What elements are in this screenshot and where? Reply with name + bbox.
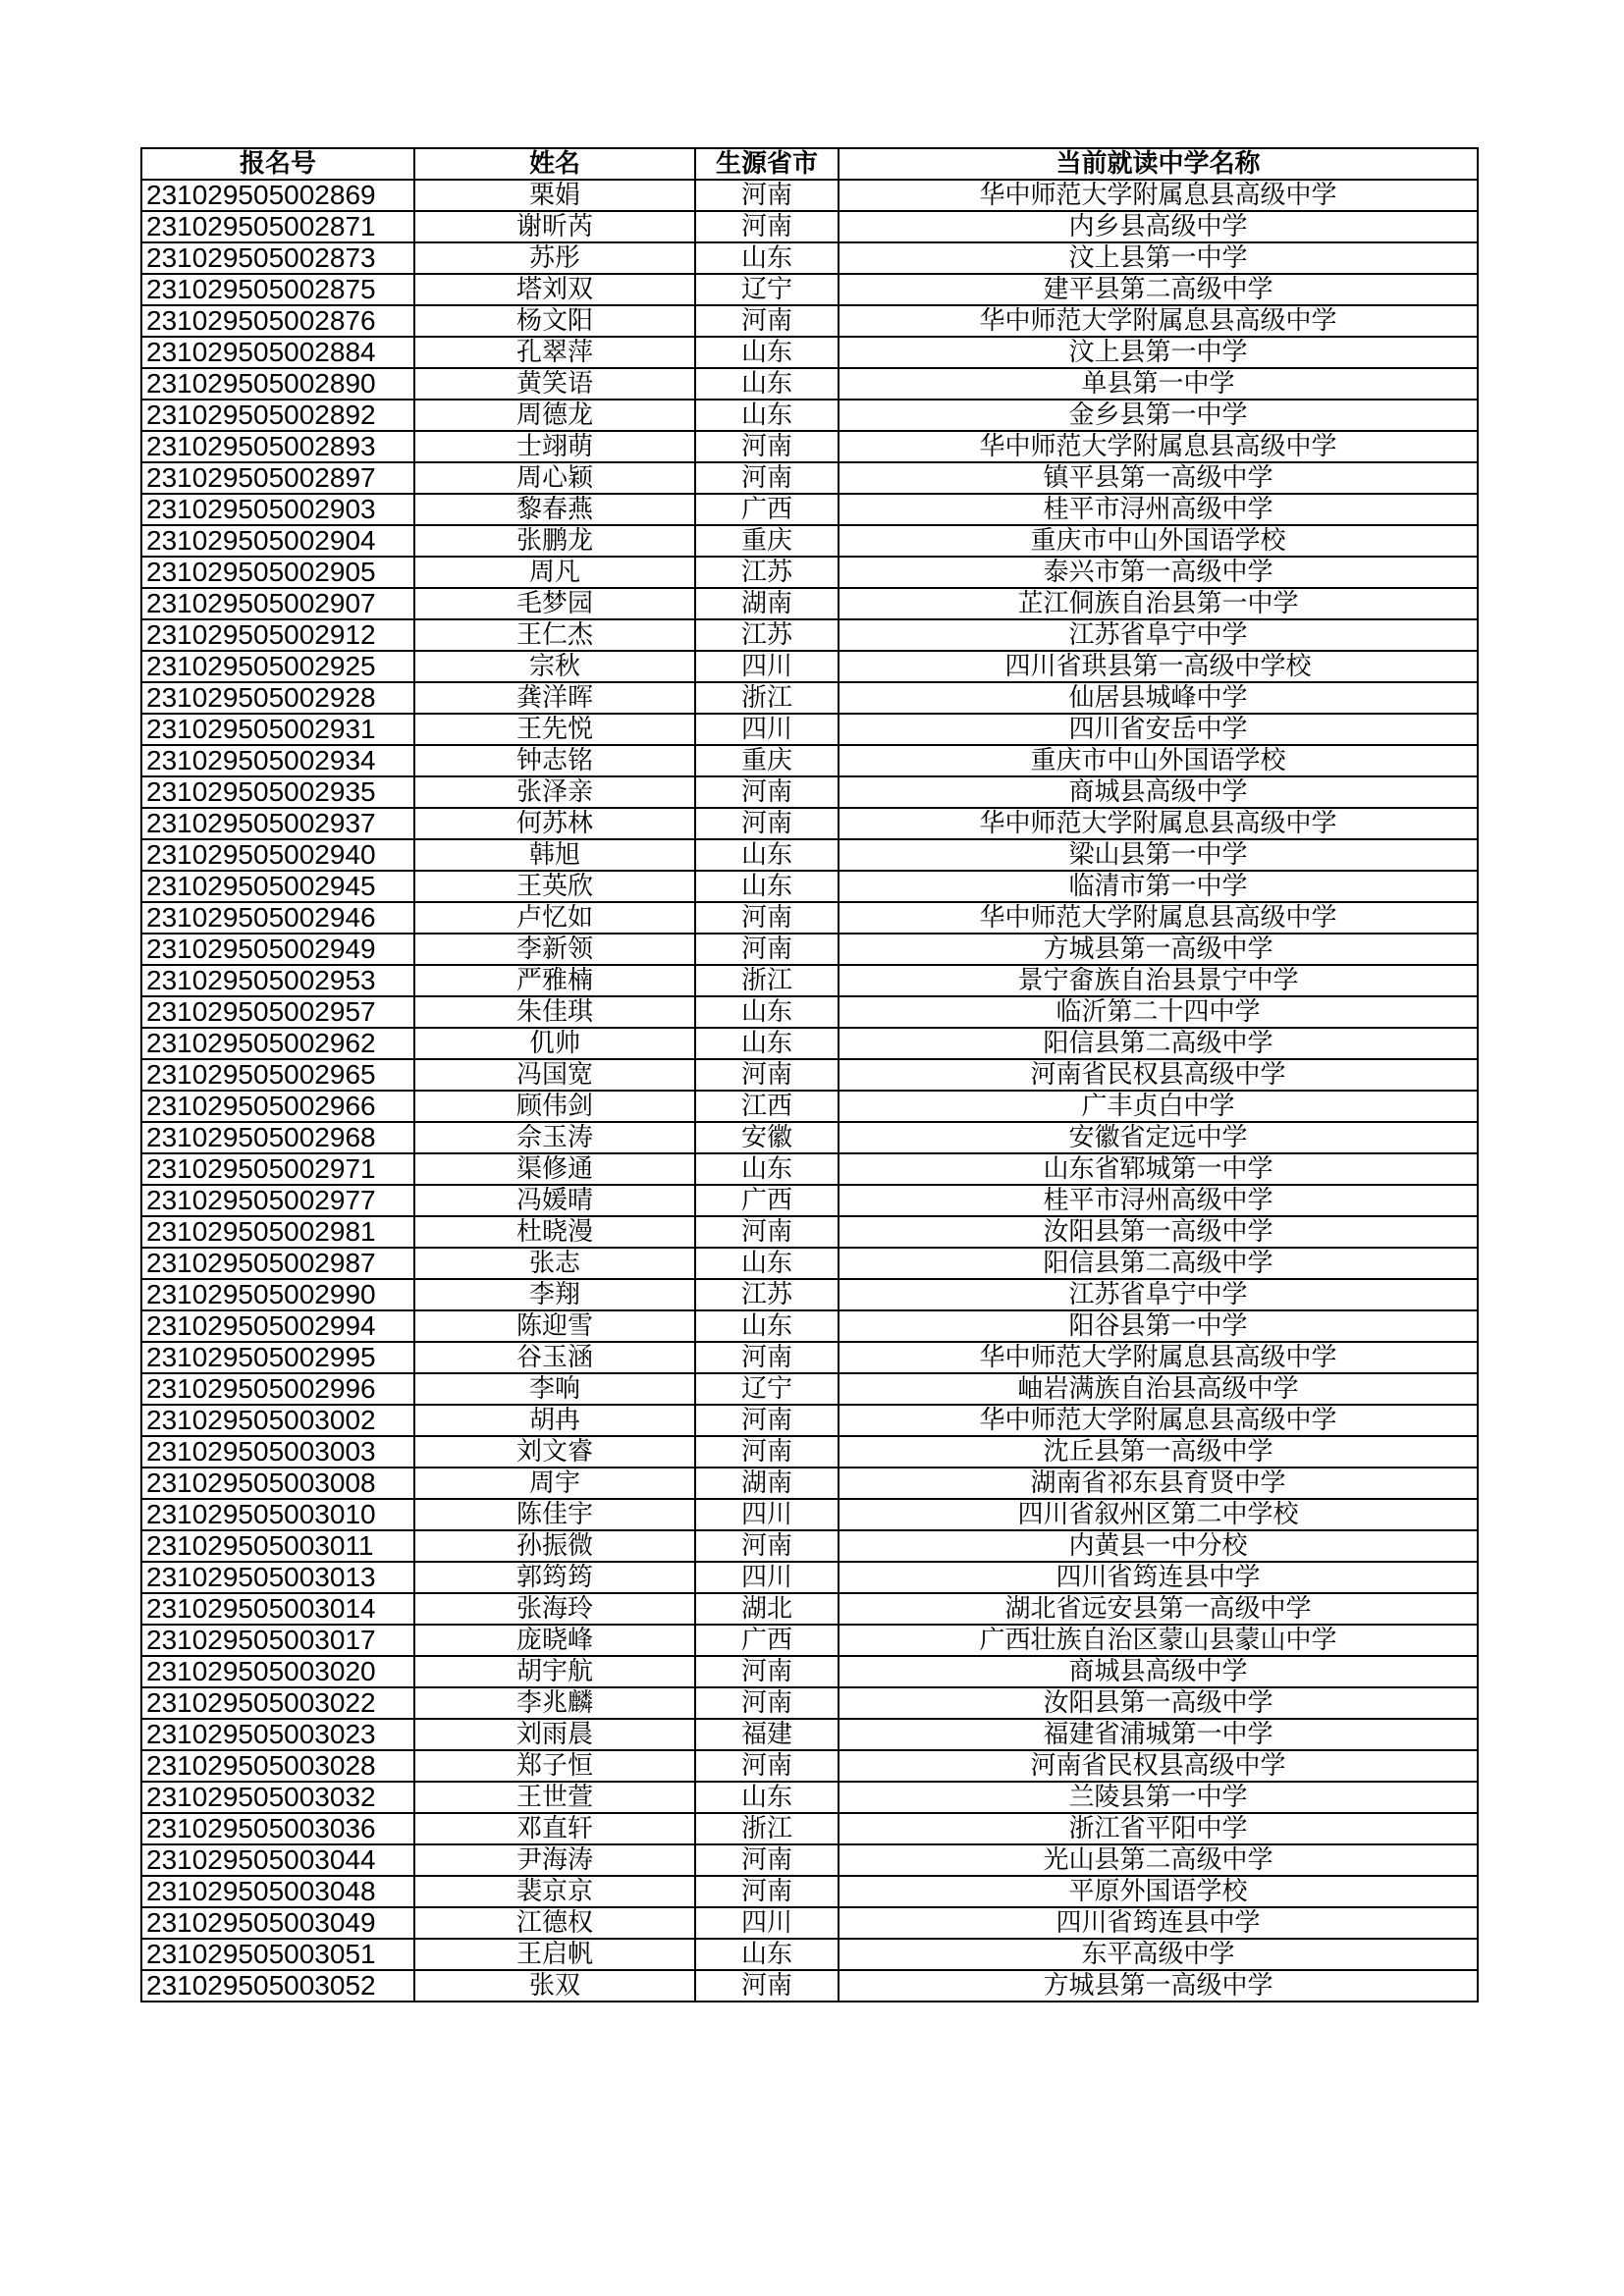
province-cell: 山东 (695, 1939, 839, 1970)
name-cell: 李翔 (414, 1279, 695, 1310)
name-cell: 张泽亲 (414, 776, 695, 808)
school-cell: 内黄县一中分校 (839, 1530, 1478, 1562)
registration-number-cell: 231029505003052 (141, 1970, 414, 2002)
province-cell: 浙江 (695, 682, 839, 714)
registration-number-cell: 231029505002987 (141, 1248, 414, 1279)
table-row (141, 1342, 1478, 1373)
name-cell: 张志 (414, 1248, 695, 1279)
school-cell: 临清市第一中学 (839, 871, 1478, 902)
province-cell: 山东 (695, 1028, 839, 1059)
table-row (141, 1405, 1478, 1436)
name-cell: 郭筠筠 (414, 1562, 695, 1593)
table-row (141, 808, 1478, 839)
school-cell: 华中师范大学附属息县高级中学 (839, 180, 1478, 211)
province-cell: 河南 (695, 1687, 839, 1719)
name-cell: 何苏林 (414, 808, 695, 839)
registration-number-cell: 231029505002990 (141, 1279, 414, 1310)
school-cell: 华中师范大学附属息县高级中学 (839, 1342, 1478, 1373)
name-cell: 王世萱 (414, 1782, 695, 1813)
school-cell: 岫岩满族自治县高级中学 (839, 1373, 1478, 1405)
school-cell: 金乡县第一中学 (839, 400, 1478, 431)
name-cell: 毛梦园 (414, 588, 695, 619)
header-registration-number: 报名号 (141, 148, 414, 180)
name-cell: 邓直轩 (414, 1813, 695, 1844)
table-row (141, 1153, 1478, 1185)
name-cell: 杨文阳 (414, 305, 695, 337)
name-cell: 江德权 (414, 1907, 695, 1939)
school-cell: 江苏省阜宁中学 (839, 1279, 1478, 1310)
province-cell: 河南 (695, 1342, 839, 1373)
school-cell: 光山县第二高级中学 (839, 1844, 1478, 1876)
registration-number-cell: 231029505002977 (141, 1185, 414, 1216)
province-cell: 四川 (695, 714, 839, 745)
registration-number-cell: 231029505002934 (141, 745, 414, 776)
province-cell: 重庆 (695, 525, 839, 557)
registration-number-cell: 231029505002912 (141, 619, 414, 651)
school-cell: 汶上县第一中学 (839, 337, 1478, 368)
table-row (141, 745, 1478, 776)
school-cell: 阳信县第二高级中学 (839, 1248, 1478, 1279)
header-name: 姓名 (414, 148, 695, 180)
province-cell: 辽宁 (695, 274, 839, 305)
table-row (141, 1248, 1478, 1279)
school-cell: 汝阳县第一高级中学 (839, 1216, 1478, 1248)
name-cell: 顾伟剑 (414, 1091, 695, 1122)
province-cell: 山东 (695, 996, 839, 1028)
province-cell: 河南 (695, 902, 839, 934)
table-row (141, 431, 1478, 462)
registration-number-cell: 231029505003023 (141, 1719, 414, 1750)
province-cell: 河南 (695, 808, 839, 839)
table-row (141, 1687, 1478, 1719)
province-cell: 山东 (695, 871, 839, 902)
table-row (141, 1844, 1478, 1876)
name-cell: 佘玉涛 (414, 1122, 695, 1153)
name-cell: 栗娟 (414, 180, 695, 211)
province-cell: 河南 (695, 1876, 839, 1907)
table-row (141, 400, 1478, 431)
name-cell: 孔翠萍 (414, 337, 695, 368)
name-cell: 钟志铭 (414, 745, 695, 776)
school-cell: 镇平县第一高级中学 (839, 462, 1478, 494)
province-cell: 辽宁 (695, 1373, 839, 1405)
name-cell: 苏彤 (414, 242, 695, 274)
registration-number-cell: 231029505003032 (141, 1782, 414, 1813)
province-cell: 山东 (695, 1248, 839, 1279)
table-row (141, 1059, 1478, 1091)
school-cell: 桂平市浔州高级中学 (839, 1185, 1478, 1216)
province-cell: 广西 (695, 1185, 839, 1216)
registration-number-cell: 231029505002871 (141, 211, 414, 242)
school-cell: 桂平市浔州高级中学 (839, 494, 1478, 525)
table-row (141, 1656, 1478, 1687)
province-cell: 河南 (695, 1436, 839, 1468)
school-cell: 安徽省定远中学 (839, 1122, 1478, 1153)
table-row (141, 965, 1478, 996)
name-cell: 仉帅 (414, 1028, 695, 1059)
table-row (141, 651, 1478, 682)
school-cell: 江苏省阜宁中学 (839, 619, 1478, 651)
table-row (141, 1530, 1478, 1562)
registration-number-cell: 231029505002962 (141, 1028, 414, 1059)
school-cell: 湖北省远安县第一高级中学 (839, 1593, 1478, 1625)
school-cell: 建平县第二高级中学 (839, 274, 1478, 305)
school-cell: 华中师范大学附属息县高级中学 (839, 808, 1478, 839)
province-cell: 山东 (695, 400, 839, 431)
province-cell: 四川 (695, 1562, 839, 1593)
registration-number-cell: 231029505003002 (141, 1405, 414, 1436)
school-cell: 景宁畲族自治县景宁中学 (839, 965, 1478, 996)
name-cell: 塔刘双 (414, 274, 695, 305)
school-cell: 东平高级中学 (839, 1939, 1478, 1970)
name-cell: 李响 (414, 1373, 695, 1405)
table-row (141, 1436, 1478, 1468)
school-cell: 四川省叙州区第二中学校 (839, 1499, 1478, 1530)
table-row (141, 211, 1478, 242)
table-row (141, 934, 1478, 965)
school-cell: 河南省民权县高级中学 (839, 1750, 1478, 1782)
registration-number-cell: 231029505002892 (141, 400, 414, 431)
registration-number-cell: 231029505002884 (141, 337, 414, 368)
table-row (141, 1939, 1478, 1970)
name-cell: 张双 (414, 1970, 695, 2002)
name-cell: 士翊萌 (414, 431, 695, 462)
province-cell: 福建 (695, 1719, 839, 1750)
province-cell: 山东 (695, 337, 839, 368)
table-row (141, 494, 1478, 525)
name-cell: 周德龙 (414, 400, 695, 431)
name-cell: 严雅楠 (414, 965, 695, 996)
registration-number-cell: 231029505002907 (141, 588, 414, 619)
province-cell: 江苏 (695, 619, 839, 651)
province-cell: 河南 (695, 1216, 839, 1248)
name-cell: 李新领 (414, 934, 695, 965)
registration-number-cell: 231029505002925 (141, 651, 414, 682)
registration-number-cell: 231029505003044 (141, 1844, 414, 1876)
registration-number-cell: 231029505002897 (141, 462, 414, 494)
province-cell: 江西 (695, 1091, 839, 1122)
school-cell: 阳谷县第一中学 (839, 1310, 1478, 1342)
registration-number-cell: 231029505002966 (141, 1091, 414, 1122)
registration-number-cell: 231029505002890 (141, 368, 414, 400)
province-cell: 河南 (695, 431, 839, 462)
province-cell: 河南 (695, 1405, 839, 1436)
registration-number-cell: 231029505002905 (141, 557, 414, 588)
name-cell: 胡冉 (414, 1405, 695, 1436)
table-row (141, 1122, 1478, 1153)
school-cell: 泰兴市第一高级中学 (839, 557, 1478, 588)
table-row (141, 1028, 1478, 1059)
registration-number-cell: 231029505002981 (141, 1216, 414, 1248)
registration-number-cell: 231029505003048 (141, 1876, 414, 1907)
school-cell: 仙居县城峰中学 (839, 682, 1478, 714)
registration-number-cell: 231029505003051 (141, 1939, 414, 1970)
school-cell: 内乡县高级中学 (839, 211, 1478, 242)
province-cell: 湖北 (695, 1593, 839, 1625)
header-school: 当前就读中学名称 (839, 148, 1478, 180)
name-cell: 周凡 (414, 557, 695, 588)
province-cell: 河南 (695, 1530, 839, 1562)
table-row (141, 1625, 1478, 1656)
header-row (141, 148, 1478, 180)
name-cell: 龚洋晖 (414, 682, 695, 714)
province-cell: 安徽 (695, 1122, 839, 1153)
registration-number-cell: 231029505002903 (141, 494, 414, 525)
province-cell: 河南 (695, 305, 839, 337)
registration-number-cell: 231029505002873 (141, 242, 414, 274)
registration-number-cell: 231029505002869 (141, 180, 414, 211)
school-cell: 单县第一中学 (839, 368, 1478, 400)
school-cell: 山东省郓城第一中学 (839, 1153, 1478, 1185)
name-cell: 朱佳琪 (414, 996, 695, 1028)
name-cell: 黄笑语 (414, 368, 695, 400)
table-row (141, 996, 1478, 1028)
province-cell: 河南 (695, 1844, 839, 1876)
school-cell: 阳信县第二高级中学 (839, 1028, 1478, 1059)
registration-number-cell: 231029505003013 (141, 1562, 414, 1593)
province-cell: 浙江 (695, 1813, 839, 1844)
table-body (141, 180, 1478, 2002)
school-cell: 临沂第二十四中学 (839, 996, 1478, 1028)
name-cell: 卢忆如 (414, 902, 695, 934)
school-cell: 方城县第一高级中学 (839, 934, 1478, 965)
school-cell: 华中师范大学附属息县高级中学 (839, 902, 1478, 934)
table-row (141, 871, 1478, 902)
table-row (141, 1719, 1478, 1750)
table-row (141, 1310, 1478, 1342)
table-row (141, 714, 1478, 745)
table-row (141, 1813, 1478, 1844)
school-cell: 重庆市中山外国语学校 (839, 525, 1478, 557)
registration-number-cell: 231029505003049 (141, 1907, 414, 1939)
table-row (141, 305, 1478, 337)
name-cell: 谢昕芮 (414, 211, 695, 242)
school-cell: 华中师范大学附属息县高级中学 (839, 431, 1478, 462)
name-cell: 王英欣 (414, 871, 695, 902)
school-cell: 四川省筠连县中学 (839, 1907, 1478, 1939)
province-cell: 山东 (695, 839, 839, 871)
province-cell: 江苏 (695, 557, 839, 588)
table-row (141, 776, 1478, 808)
school-cell: 浙江省平阳中学 (839, 1813, 1478, 1844)
table-row (141, 1593, 1478, 1625)
name-cell: 王仁杰 (414, 619, 695, 651)
province-cell: 山东 (695, 1153, 839, 1185)
table-row (141, 1279, 1478, 1310)
student-list-table (140, 147, 1479, 2002)
table-row (141, 682, 1478, 714)
registration-number-cell: 231029505002937 (141, 808, 414, 839)
name-cell: 郑子恒 (414, 1750, 695, 1782)
province-cell: 河南 (695, 1970, 839, 2002)
name-cell: 韩旭 (414, 839, 695, 871)
table-row (141, 1373, 1478, 1405)
table-row (141, 242, 1478, 274)
table-row (141, 1750, 1478, 1782)
table-row (141, 1970, 1478, 2002)
table-row (141, 1468, 1478, 1499)
registration-number-cell: 231029505002931 (141, 714, 414, 745)
table-row (141, 337, 1478, 368)
province-cell: 江苏 (695, 1279, 839, 1310)
name-cell: 裴京京 (414, 1876, 695, 1907)
table-row (141, 619, 1478, 651)
name-cell: 冯国宽 (414, 1059, 695, 1091)
table-row (141, 525, 1478, 557)
registration-number-cell: 231029505003010 (141, 1499, 414, 1530)
province-cell: 浙江 (695, 965, 839, 996)
name-cell: 尹海涛 (414, 1844, 695, 1876)
school-cell: 重庆市中山外国语学校 (839, 745, 1478, 776)
registration-number-cell: 231029505002957 (141, 996, 414, 1028)
province-cell: 河南 (695, 462, 839, 494)
name-cell: 胡宇航 (414, 1656, 695, 1687)
registration-number-cell: 231029505003014 (141, 1593, 414, 1625)
registration-number-cell: 231029505002953 (141, 965, 414, 996)
name-cell: 谷玉涵 (414, 1342, 695, 1373)
school-cell: 湖南省祁东县育贤中学 (839, 1468, 1478, 1499)
school-cell: 商城县高级中学 (839, 1656, 1478, 1687)
table-row (141, 274, 1478, 305)
province-cell: 湖南 (695, 1468, 839, 1499)
registration-number-cell: 231029505002965 (141, 1059, 414, 1091)
school-cell: 河南省民权县高级中学 (839, 1059, 1478, 1091)
name-cell: 冯媛晴 (414, 1185, 695, 1216)
name-cell: 刘雨晨 (414, 1719, 695, 1750)
province-cell: 山东 (695, 368, 839, 400)
registration-number-cell: 231029505003008 (141, 1468, 414, 1499)
province-cell: 山东 (695, 1782, 839, 1813)
name-cell: 周宇 (414, 1468, 695, 1499)
name-cell: 杜晓漫 (414, 1216, 695, 1248)
name-cell: 王启帆 (414, 1939, 695, 1970)
school-cell: 四川省安岳中学 (839, 714, 1478, 745)
school-cell: 汶上县第一中学 (839, 242, 1478, 274)
school-cell: 沈丘县第一高级中学 (839, 1436, 1478, 1468)
registration-number-cell: 231029505002935 (141, 776, 414, 808)
name-cell: 李兆麟 (414, 1687, 695, 1719)
table-row (141, 1907, 1478, 1939)
school-cell: 广丰贞白中学 (839, 1091, 1478, 1122)
registration-number-cell: 231029505002945 (141, 871, 414, 902)
school-cell: 四川省珙县第一高级中学校 (839, 651, 1478, 682)
school-cell: 华中师范大学附属息县高级中学 (839, 1405, 1478, 1436)
name-cell: 陈佳宇 (414, 1499, 695, 1530)
school-cell: 汝阳县第一高级中学 (839, 1687, 1478, 1719)
province-cell: 四川 (695, 1907, 839, 1939)
registration-number-cell: 231029505003003 (141, 1436, 414, 1468)
name-cell: 孙振微 (414, 1530, 695, 1562)
table-row (141, 1782, 1478, 1813)
school-cell: 方城县第一高级中学 (839, 1970, 1478, 2002)
registration-number-cell: 231029505003011 (141, 1530, 414, 1562)
table-row (141, 368, 1478, 400)
school-cell: 四川省筠连县中学 (839, 1562, 1478, 1593)
registration-number-cell: 231029505002875 (141, 274, 414, 305)
table-row (141, 588, 1478, 619)
registration-number-cell: 231029505003020 (141, 1656, 414, 1687)
province-cell: 山东 (695, 242, 839, 274)
table-row (141, 1091, 1478, 1122)
school-cell: 广西壮族自治区蒙山县蒙山中学 (839, 1625, 1478, 1656)
province-cell: 河南 (695, 180, 839, 211)
table-row (141, 1499, 1478, 1530)
registration-number-cell: 231029505002893 (141, 431, 414, 462)
province-cell: 河南 (695, 776, 839, 808)
name-cell: 渠修通 (414, 1153, 695, 1185)
province-cell: 四川 (695, 1499, 839, 1530)
province-cell: 河南 (695, 934, 839, 965)
header-province: 生源省市 (695, 148, 839, 180)
name-cell: 张鹏龙 (414, 525, 695, 557)
registration-number-cell: 231029505002996 (141, 1373, 414, 1405)
province-cell: 湖南 (695, 588, 839, 619)
table-row (141, 1185, 1478, 1216)
registration-number-cell: 231029505003022 (141, 1687, 414, 1719)
province-cell: 四川 (695, 651, 839, 682)
registration-number-cell: 231029505002904 (141, 525, 414, 557)
table-row (141, 1876, 1478, 1907)
province-cell: 河南 (695, 1059, 839, 1091)
name-cell: 黎春燕 (414, 494, 695, 525)
registration-number-cell: 231029505002940 (141, 839, 414, 871)
province-cell: 重庆 (695, 745, 839, 776)
name-cell: 周心颖 (414, 462, 695, 494)
province-cell: 河南 (695, 1656, 839, 1687)
registration-number-cell: 231029505003017 (141, 1625, 414, 1656)
registration-number-cell: 231029505002971 (141, 1153, 414, 1185)
school-cell: 梁山县第一中学 (839, 839, 1478, 871)
province-cell: 广西 (695, 494, 839, 525)
name-cell: 张海玲 (414, 1593, 695, 1625)
province-cell: 河南 (695, 211, 839, 242)
school-cell: 福建省浦城第一中学 (839, 1719, 1478, 1750)
name-cell: 刘文睿 (414, 1436, 695, 1468)
name-cell: 宗秋 (414, 651, 695, 682)
table-row (141, 902, 1478, 934)
name-cell: 陈迎雪 (414, 1310, 695, 1342)
table-row (141, 462, 1478, 494)
table-row (141, 180, 1478, 211)
registration-number-cell: 231029505002876 (141, 305, 414, 337)
province-cell: 河南 (695, 1750, 839, 1782)
table-row (141, 839, 1478, 871)
table-row (141, 1562, 1478, 1593)
province-cell: 广西 (695, 1625, 839, 1656)
registration-number-cell: 231029505003036 (141, 1813, 414, 1844)
registration-number-cell: 231029505002968 (141, 1122, 414, 1153)
name-cell: 王先悦 (414, 714, 695, 745)
school-cell: 芷江侗族自治县第一中学 (839, 588, 1478, 619)
table-row (141, 557, 1478, 588)
school-cell: 商城县高级中学 (839, 776, 1478, 808)
school-cell: 兰陵县第一中学 (839, 1782, 1478, 1813)
registration-number-cell: 231029505002928 (141, 682, 414, 714)
registration-number-cell: 231029505002946 (141, 902, 414, 934)
registration-number-cell: 231029505002995 (141, 1342, 414, 1373)
registration-number-cell: 231029505002949 (141, 934, 414, 965)
name-cell: 庞晓峰 (414, 1625, 695, 1656)
registration-number-cell: 231029505003028 (141, 1750, 414, 1782)
registration-number-cell: 231029505002994 (141, 1310, 414, 1342)
school-cell: 平原外国语学校 (839, 1876, 1478, 1907)
table-row (141, 1216, 1478, 1248)
province-cell: 山东 (695, 1310, 839, 1342)
school-cell: 华中师范大学附属息县高级中学 (839, 305, 1478, 337)
